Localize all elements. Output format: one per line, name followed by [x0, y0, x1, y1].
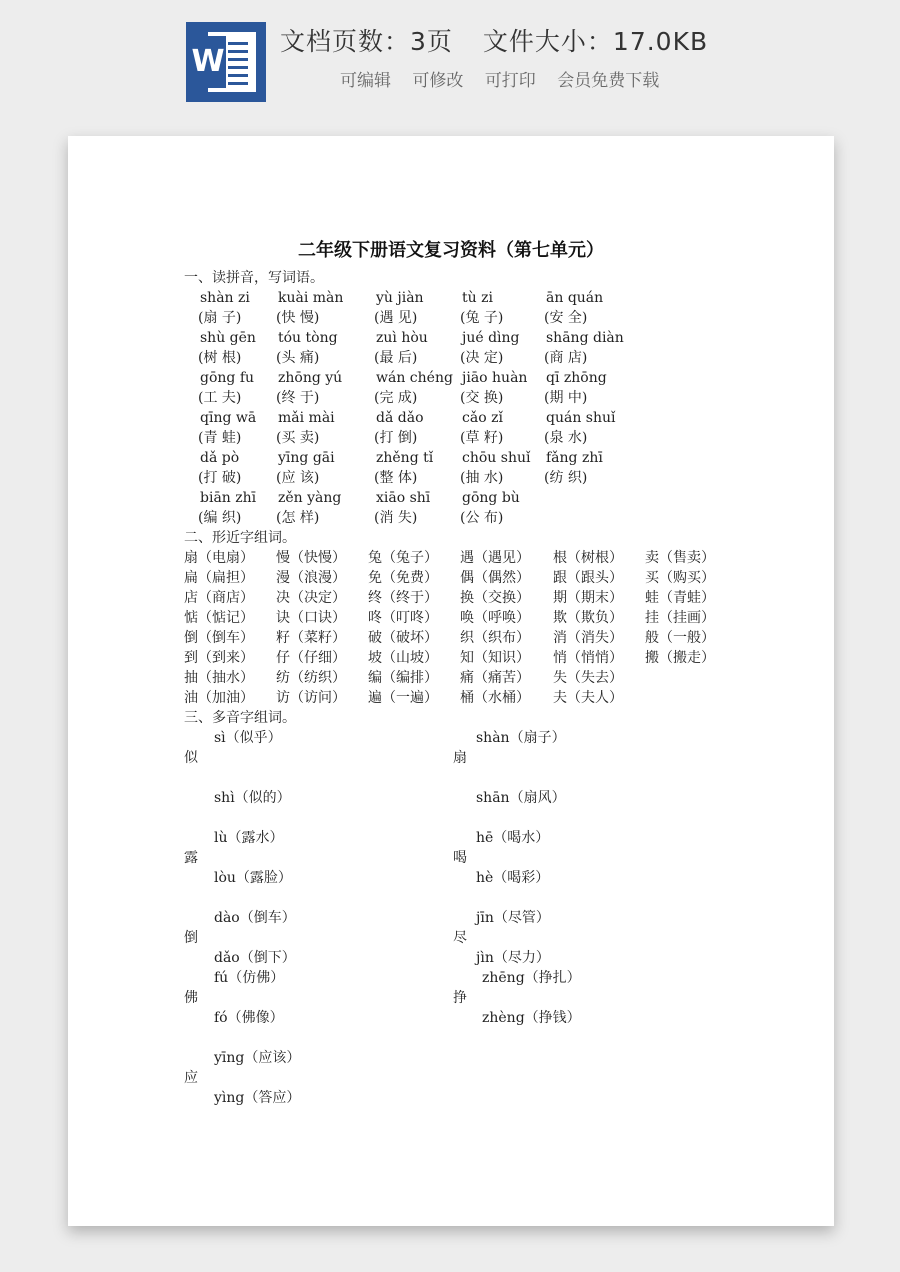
similar-char-word: 破（破坏） — [368, 630, 438, 646]
document-page — [68, 136, 834, 1226]
similar-char-word: 抽（抽水） — [184, 670, 254, 686]
polyphone-reading: lù（露水） — [214, 830, 284, 846]
similar-char-word: 访（访问） — [276, 690, 346, 706]
word-answer: (怎 样) — [276, 510, 320, 526]
pinyin-text: shāng diàn — [546, 330, 624, 346]
similar-char-word: 织（织布） — [460, 630, 530, 646]
feature-printable: 可打印 — [484, 71, 536, 91]
similar-char-word: 诀（口诀） — [276, 610, 346, 626]
similar-char-word: 惦（惦记） — [184, 610, 254, 626]
similar-char-word: 扇（电扇） — [184, 550, 254, 566]
word-answer: (交 换) — [460, 390, 504, 406]
word-answer: (完 成) — [374, 390, 418, 406]
similar-char-word: 仔（仔细） — [276, 650, 346, 666]
pinyin-text: shàn zi — [200, 290, 250, 306]
polyphone-reading: fú（仿佛） — [214, 970, 285, 986]
word-answer: (打 破) — [198, 470, 242, 486]
word-icon — [186, 22, 266, 102]
similar-char-word: 知（知识） — [460, 650, 530, 666]
polyphone-char: 喝 — [453, 850, 467, 866]
polyphone-reading: sì（似乎） — [214, 730, 282, 746]
similar-char-word: 编（编排） — [368, 670, 438, 686]
word-answer: (头 痛) — [276, 350, 320, 366]
feature-list — [340, 66, 669, 91]
similar-char-word: 买（购买） — [645, 570, 715, 586]
similar-char-word: 唤（呼唤） — [460, 610, 530, 626]
document-title: 二年级下册语文复习资料（第七单元） — [298, 240, 604, 261]
feature-modifiable: 可修改 — [412, 71, 464, 91]
pinyin-text: cǎo zǐ — [462, 410, 503, 426]
word-answer: (遇 见) — [374, 310, 418, 326]
similar-char-word: 搬（搬走） — [645, 650, 715, 666]
similar-char-word: 遇（遇见） — [460, 550, 530, 566]
similar-char-word: 消（消失） — [553, 630, 623, 646]
pinyin-text: xiāo shī — [376, 490, 431, 506]
similar-char-word: 终（终于） — [368, 590, 438, 606]
polyphone-reading: hē（喝水） — [476, 830, 550, 846]
feature-editable: 可编辑 — [340, 71, 391, 91]
pinyin-text: tóu tòng — [278, 330, 338, 346]
pinyin-text: tù zi — [462, 290, 493, 306]
similar-char-word: 扁（扁担） — [184, 570, 254, 586]
similar-char-word: 蛙（青蛙） — [645, 590, 715, 606]
similar-char-word: 根（树根） — [553, 550, 623, 566]
similar-char-word: 失（失去） — [553, 670, 623, 686]
pinyin-text: zhōng yú — [278, 370, 343, 386]
polyphone-reading: zhèng（挣钱） — [482, 1010, 581, 1026]
pinyin-text: dǎ dǎo — [376, 410, 424, 426]
doc-meta-title — [280, 22, 708, 58]
similar-char-word: 换（交换） — [460, 590, 530, 606]
word-answer: (打 倒) — [374, 430, 418, 446]
word-answer: (扇 子) — [198, 310, 242, 326]
pinyin-text: jiāo huàn — [462, 370, 528, 386]
pinyin-text: yīng gāi — [278, 450, 335, 466]
similar-char-word: 咚（叮咚） — [368, 610, 438, 626]
polyphone-reading: hè（喝彩） — [476, 870, 550, 886]
polyphone-char: 尽 — [453, 930, 467, 946]
similar-char-word: 纺（纺织） — [276, 670, 346, 686]
pinyin-text: qīng wā — [200, 410, 257, 426]
feature-free-download: 会员免费下载 — [557, 71, 660, 91]
similar-char-word: 卖（售卖） — [645, 550, 715, 566]
pinyin-text: ān quán — [546, 290, 604, 306]
polyphone-char: 似 — [184, 750, 198, 766]
word-answer: (快 慢) — [276, 310, 320, 326]
pinyin-text: qī zhōng — [546, 370, 607, 386]
polyphone-reading: dǎo（倒下） — [214, 950, 296, 966]
page-count: 文档页数：3页 — [280, 27, 453, 56]
similar-char-word: 慢（快慢） — [276, 550, 346, 566]
word-answer: (编 织) — [198, 510, 242, 526]
word-answer: (消 失) — [374, 510, 418, 526]
pinyin-text: zěn yàng — [278, 490, 342, 506]
pinyin-text: gōng fu — [200, 370, 255, 386]
pinyin-text: jué dìng — [462, 330, 520, 346]
polyphone-char: 佛 — [184, 990, 198, 1006]
word-answer: (应 该) — [276, 470, 320, 486]
polyphone-reading: lòu（露脸） — [214, 870, 292, 886]
similar-char-word: 悄（悄悄） — [553, 650, 623, 666]
word-answer: (安 全) — [544, 310, 588, 326]
word-answer: (买 卖) — [276, 430, 320, 446]
pinyin-text: quán shuǐ — [546, 410, 616, 426]
similar-char-word: 兔（兔子） — [368, 550, 438, 566]
similar-char-word: 期（期末） — [553, 590, 623, 606]
word-answer: (终 于) — [276, 390, 320, 406]
section3-heading: 三、多音字组词。 — [184, 710, 296, 726]
polyphone-reading: jìn（尽力） — [476, 950, 550, 966]
similar-char-word: 遍（一遍） — [368, 690, 438, 706]
similar-char-word: 倒（倒车） — [184, 630, 254, 646]
similar-char-word: 坡（山坡） — [368, 650, 438, 666]
word-answer: (工 夫) — [198, 390, 242, 406]
similar-char-word: 般（一般） — [645, 630, 715, 646]
pinyin-text: zuì hòu — [376, 330, 428, 346]
pinyin-text: mǎi mài — [278, 410, 335, 426]
word-answer: (商 店) — [544, 350, 588, 366]
similar-char-word: 油（加油） — [184, 690, 254, 706]
polyphone-char: 倒 — [184, 930, 198, 946]
pinyin-text: wán chéng — [376, 370, 453, 386]
polyphone-reading: shì（似的） — [214, 790, 291, 806]
polyphone-reading: yìng（答应） — [214, 1090, 301, 1106]
pinyin-text: biān zhī — [200, 490, 257, 506]
polyphone-char: 挣 — [453, 990, 467, 1006]
polyphone-char: 扇 — [453, 750, 467, 766]
word-answer: (期 中) — [544, 390, 588, 406]
word-answer: (整 体) — [374, 470, 418, 486]
word-answer: (树 根) — [198, 350, 242, 366]
polyphone-reading: dào（倒车） — [214, 910, 296, 926]
file-size: 文件大小：17.0KB — [482, 27, 709, 56]
similar-char-word: 店（商店） — [184, 590, 254, 606]
similar-char-word: 漫（浪漫） — [276, 570, 346, 586]
word-letter: W — [190, 36, 226, 88]
similar-char-word: 偶（偶然） — [460, 570, 530, 586]
word-answer: (纺 织) — [544, 470, 588, 486]
similar-char-word: 跟（跟头） — [553, 570, 623, 586]
similar-char-word: 痛（痛苦） — [460, 670, 530, 686]
pinyin-text: chōu shuǐ — [462, 450, 531, 466]
similar-char-word: 到（到来） — [184, 650, 254, 666]
polyphone-reading: jīn（尽管） — [476, 910, 550, 926]
pinyin-text: shù gēn — [200, 330, 256, 346]
similar-char-word: 籽（菜籽） — [276, 630, 346, 646]
polyphone-reading: yīng（应该） — [214, 1050, 301, 1066]
polyphone-char: 露 — [184, 850, 198, 866]
word-answer: (泉 水) — [544, 430, 588, 446]
pinyin-text: zhěng tǐ — [376, 450, 434, 466]
polyphone-reading: fó（佛像） — [214, 1010, 284, 1026]
pinyin-text: yù jiàn — [376, 290, 424, 306]
word-answer: (兔 子) — [460, 310, 504, 326]
word-answer: (决 定) — [460, 350, 504, 366]
pinyin-text: dǎ pò — [200, 450, 240, 466]
word-answer: (抽 水) — [460, 470, 504, 486]
similar-char-word: 决（决定） — [276, 590, 346, 606]
header — [0, 0, 900, 120]
similar-char-word: 夫（夫人） — [553, 690, 623, 706]
word-answer: (草 籽) — [460, 430, 504, 446]
polyphone-reading: shān（扇风） — [476, 790, 566, 806]
polyphone-reading: zhēng（挣扎） — [482, 970, 581, 986]
similar-char-word: 免（免费） — [368, 570, 438, 586]
polyphone-reading: shàn（扇子） — [476, 730, 566, 746]
pinyin-text: fǎng zhī — [546, 450, 603, 466]
word-answer: (最 后) — [374, 350, 418, 366]
similar-char-word: 桶（水桶） — [460, 690, 530, 706]
word-answer: (青 蛙) — [198, 430, 242, 446]
pinyin-text: kuài màn — [278, 290, 344, 306]
section2-heading: 二、形近字组词。 — [184, 530, 296, 546]
word-answer: (公 布) — [460, 510, 504, 526]
similar-char-word: 欺（欺负） — [553, 610, 623, 626]
section1-heading: 一、读拼音，写词语。 — [184, 270, 324, 286]
polyphone-char: 应 — [184, 1070, 198, 1086]
similar-char-word: 挂（挂画） — [645, 610, 715, 626]
pinyin-text: gōng bù — [462, 490, 520, 506]
